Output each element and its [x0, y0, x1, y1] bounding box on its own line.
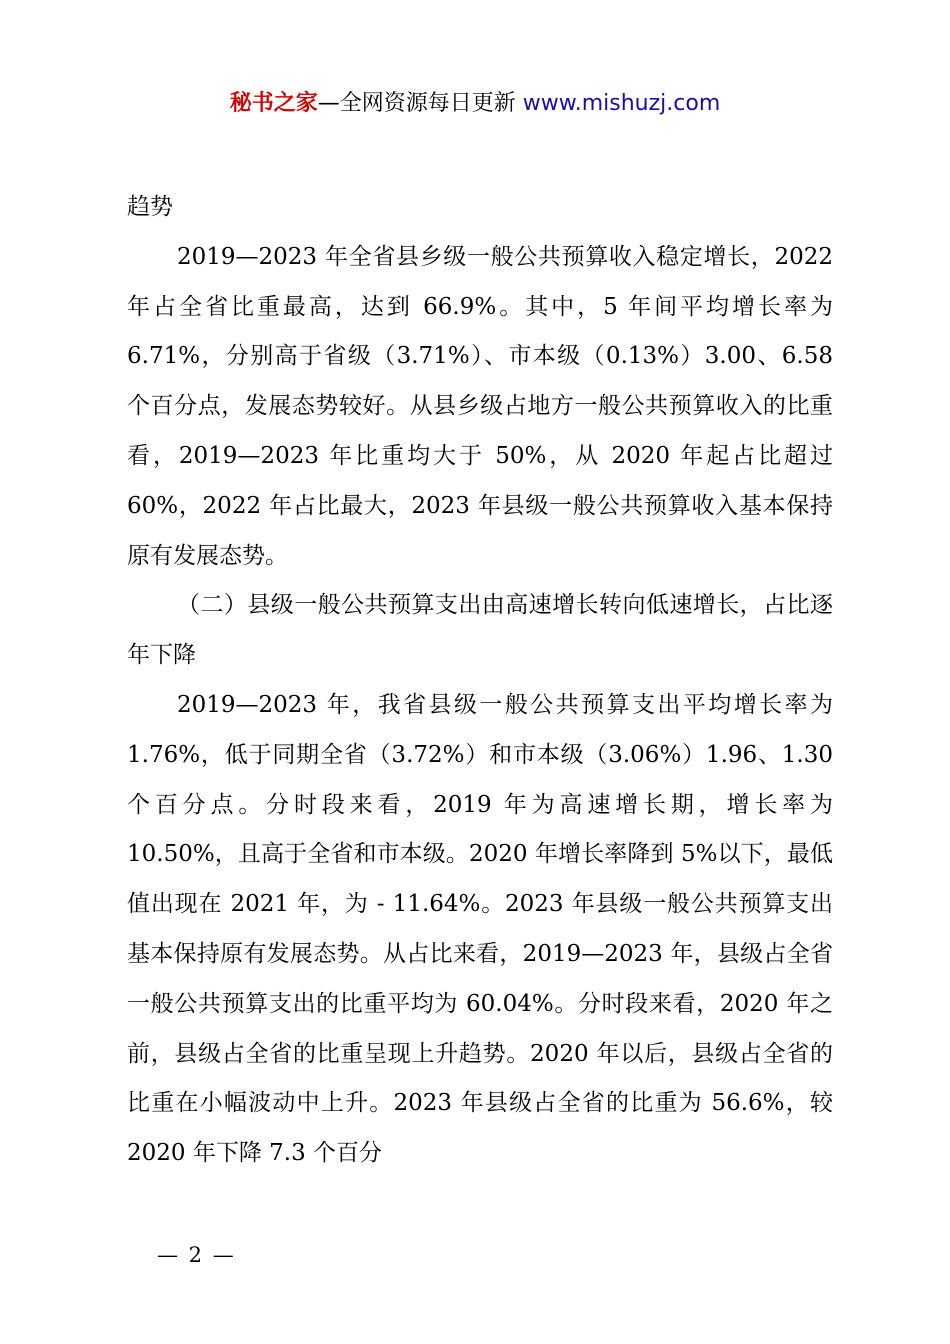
site-url-link[interactable]: www.mishuzj.com	[522, 91, 721, 116]
site-tagline: —全网资源每日更新	[317, 91, 523, 116]
site-watermark-header	[0, 88, 950, 120]
paragraph-expenditure-growth: 2019—2023 年，我省县级一般公共预算支出平均增长率为 1.76%，低于同期全省（3.72%）和市本级（3.06%）1.96、1.30 个百分点。分时段来看，2019 年为高速增长期，增长率为 10.50%，且高于全省和市本级。2020 年增长率降到 5%以下，最低值出现在 2021 年，为 - 11.64%。2023 年县级一般公共预算支出基本保持原有发展态势。从占比来看，2019—2023 年，县级占全省一般公共预算支出的比重平均为 60.04%。分时段来看，2020 年之前，县级占全省的比重呈现上升趋势。2020 年以后，县级占全省的比重在小幅波动中上升。2023 年县级占全省的比重为 56.6%，较 2020 年下降 7.3 个百分	[127, 691, 833, 1167]
site-brand: 秘书之家	[229, 91, 318, 116]
document-body	[127, 183, 833, 1179]
page-number: — 2 —	[157, 1243, 236, 1267]
paragraph-revenue-growth: 2019—2023 年全省县乡级一般公共预算收入稳定增长，2022 年占全省比重最高，达到 66.9%。其中，5 年间平均增长率为 6.71%，分别高于省级（3.71%）、市本级（0.13%）3.00、6.58 个百分点，发展态势较好。从县乡级占地方一般公共预算收入的比重看，2019—2023 年比重均大于 50%，从 2020 年起占比超过 60%，2022 年占比最大，2023 年县级一般公共预算收入基本保持原有发展态势。	[127, 243, 833, 569]
section-heading-expenditure: （二）县级一般公共预算支出由高速增长转向低速增长，占比逐年下降	[127, 592, 833, 669]
paragraph-continuation: 趋势	[127, 194, 173, 220]
